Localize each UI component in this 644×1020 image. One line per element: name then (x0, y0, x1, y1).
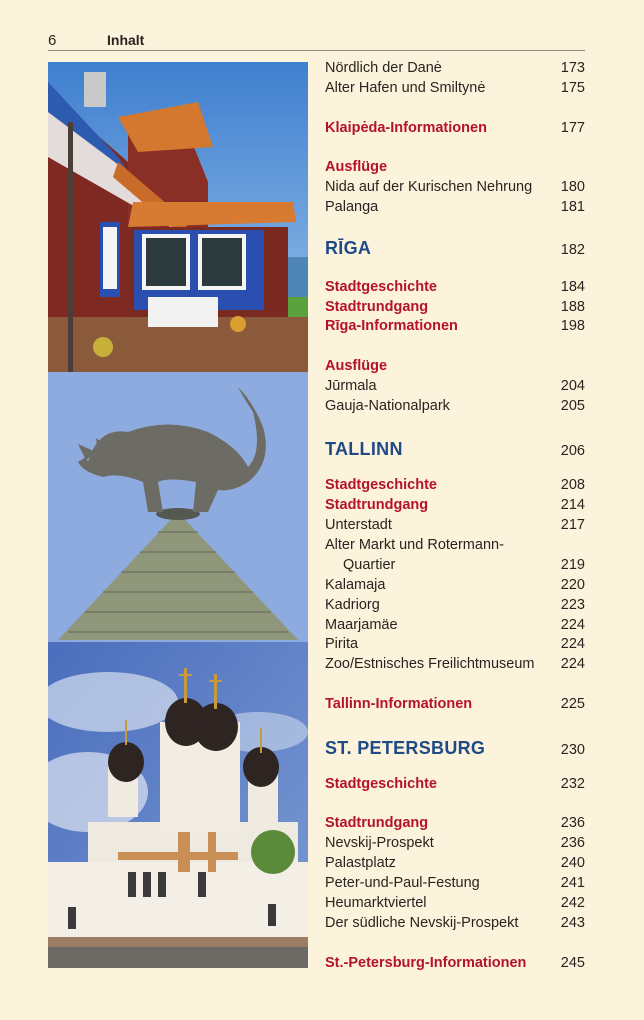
toc-entry (325, 177, 585, 197)
toc-page-number: 230 (560, 742, 585, 758)
photo-cat-statue (48, 372, 308, 642)
toc-entry (325, 873, 585, 893)
toc-section-heading (325, 118, 585, 138)
toc-label: Unterstadt (325, 517, 392, 533)
toc-label: Stadtrundgang (325, 815, 429, 831)
toc-page-number: 224 (560, 617, 585, 633)
toc-entry (325, 595, 585, 615)
toc-label: Gauja-Nationalpark (325, 398, 450, 414)
toc-entry (325, 853, 585, 873)
page-header (48, 30, 585, 51)
toc-entry (325, 575, 585, 595)
toc-section-heading (325, 495, 585, 515)
toc-label: Jūrmala (325, 378, 377, 394)
toc-page-number: 177 (560, 120, 585, 136)
toc-label: Peter-und-Paul-Festung (325, 875, 480, 891)
toc-entry (325, 555, 585, 575)
photo-house (48, 62, 308, 372)
toc-label: Stadtgeschichte (325, 776, 437, 792)
toc-city-heading (325, 238, 585, 258)
toc-page-number: 219 (560, 557, 585, 573)
toc-label: Stadtgeschichte (325, 279, 437, 295)
toc-label: Der südliche Nevskij-Prospekt (325, 915, 519, 931)
toc-section-heading (325, 774, 585, 794)
toc-label: Nevskij-Prospekt (325, 835, 434, 851)
toc-entry (325, 58, 585, 78)
toc-page-number: 175 (560, 80, 585, 96)
toc-entry (325, 515, 585, 535)
toc-page-number: 224 (560, 636, 585, 652)
toc-label: Kadriorg (325, 597, 380, 613)
toc-page-number: 206 (560, 443, 585, 459)
toc-page-number: 184 (560, 279, 585, 295)
photo-column (48, 62, 308, 968)
toc-entry (325, 535, 585, 555)
toc-label: Klaipėda-Informationen (325, 120, 487, 136)
toc-page-number: 236 (560, 835, 585, 851)
toc-label: Zoo/Estnisches Freilichtmuseum (325, 656, 535, 672)
toc-label: Nördlich der Danė (325, 60, 442, 76)
toc-label: Pirita (325, 636, 359, 652)
toc-label: ST. PETERSBURG (325, 738, 486, 758)
toc-page-number: 223 (560, 597, 585, 613)
toc-page-number: 240 (560, 855, 585, 871)
toc-label: Palanga (325, 199, 379, 215)
toc-label: Heumarktviertel (325, 895, 427, 911)
toc-entry (325, 615, 585, 635)
toc-label: RĪGA (325, 238, 372, 258)
toc-label: Maarjamäe (325, 617, 398, 633)
photo-cathedral (48, 642, 308, 968)
toc-page-number: 205 (560, 398, 585, 414)
toc-entry (325, 396, 585, 416)
toc-section-heading (325, 953, 585, 973)
toc-section-heading (325, 694, 585, 714)
toc-label: Rīga-Informationen (325, 318, 458, 334)
toc-page-number: 242 (560, 895, 585, 911)
toc-label: Stadtrundgang (325, 497, 429, 513)
toc-page-number: 208 (560, 477, 585, 493)
toc-city-heading (325, 738, 585, 758)
toc-label: Nida auf der Kurischen Nehrung (325, 179, 533, 195)
toc-page-number: 245 (560, 955, 585, 971)
toc-entry (325, 833, 585, 853)
toc-page-number: 224 (560, 656, 585, 672)
toc-label: Alter Hafen und Smiltynė (325, 80, 486, 96)
toc-page-number: 220 (560, 577, 585, 593)
toc-section-heading (325, 475, 585, 495)
toc-section-heading (325, 813, 585, 833)
toc-section-heading (325, 157, 585, 177)
toc-section-heading (325, 297, 585, 317)
toc-page-number: 173 (560, 60, 585, 76)
toc-page-number: 243 (560, 915, 585, 931)
toc-label: Ausflüge (325, 358, 388, 374)
toc-page-number: 232 (560, 776, 585, 792)
page-number: 6 (48, 32, 57, 49)
running-head: Inhalt (107, 32, 145, 48)
toc-label: Ausflüge (325, 159, 388, 175)
toc-page-number: 236 (560, 815, 585, 831)
toc-label: Alter Markt und Rotermann- (325, 537, 504, 553)
toc-entry (325, 634, 585, 654)
toc-page-number: 188 (560, 299, 585, 315)
toc-page-number: 241 (560, 875, 585, 891)
toc-section-heading (325, 356, 585, 376)
toc-entry (325, 197, 585, 217)
toc-label: TALLINN (325, 439, 403, 459)
toc-entry (325, 78, 585, 98)
toc-page-number: 217 (560, 517, 585, 533)
toc-entry (325, 893, 585, 913)
toc-page-number: 204 (560, 378, 585, 394)
toc-label: Palastplatz (325, 855, 396, 871)
toc-section-heading (325, 316, 585, 336)
toc-page-number: 181 (560, 199, 585, 215)
toc-page-number: 225 (560, 696, 585, 712)
toc-city-heading (325, 439, 585, 459)
toc-page-number: 198 (560, 318, 585, 334)
toc-page-number: 182 (560, 242, 585, 258)
toc-label: Kalamaja (325, 577, 386, 593)
toc-section-heading (325, 277, 585, 297)
toc-label: St.-Petersburg-Informationen (325, 955, 527, 971)
toc-entry (325, 654, 585, 674)
toc-label: Stadtgeschichte (325, 477, 437, 493)
toc-label: Stadtrundgang (325, 299, 429, 315)
toc-page-number: 180 (560, 179, 585, 195)
toc-entry (325, 913, 585, 933)
toc-label: Quartier (343, 557, 396, 573)
toc-entry (325, 376, 585, 396)
toc-page-number: 214 (560, 497, 585, 513)
toc-label: Tallinn-Informationen (325, 696, 473, 712)
